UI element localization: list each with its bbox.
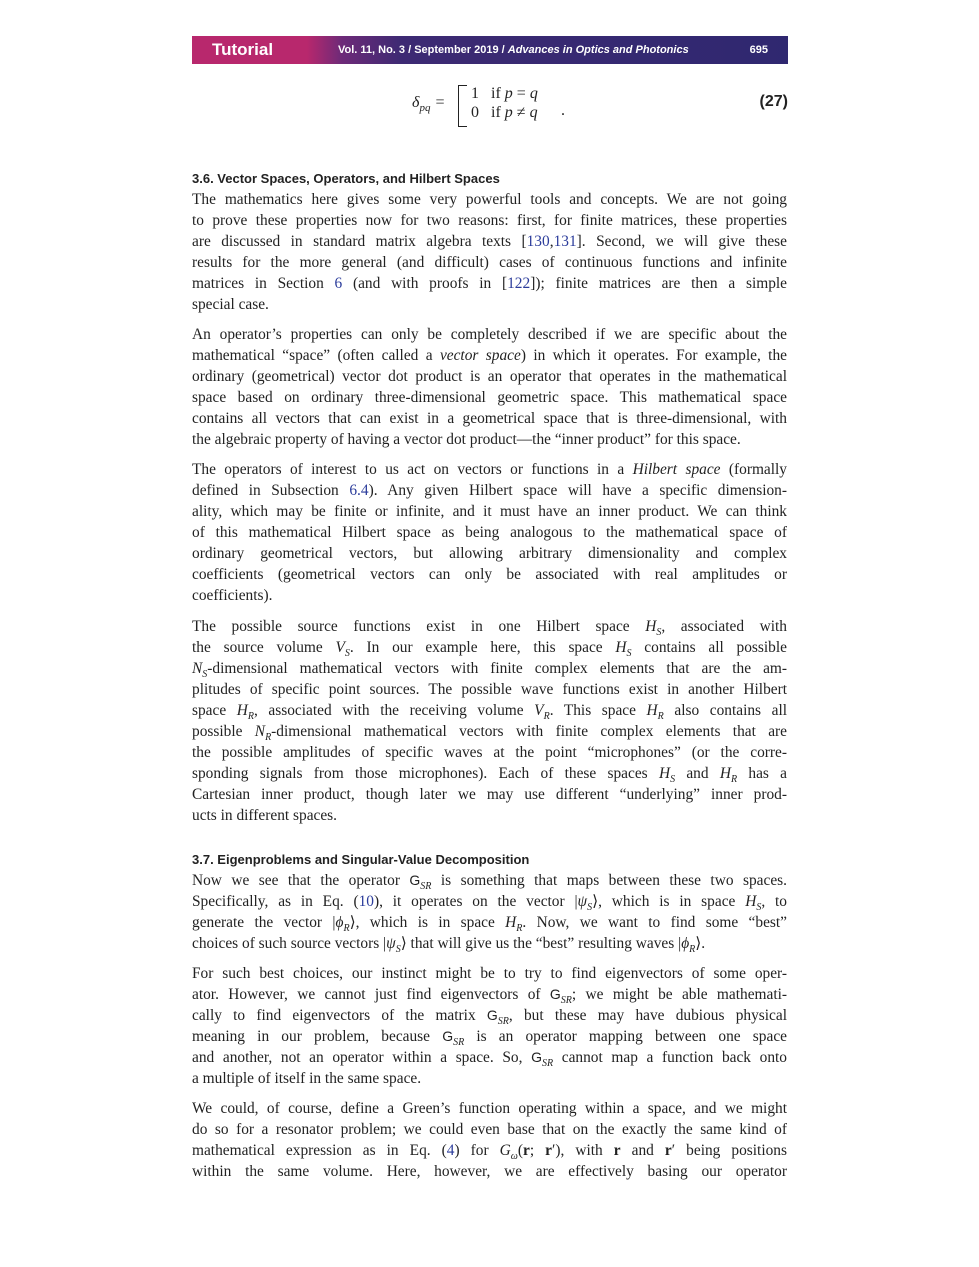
equation-link[interactable]: 10 — [358, 893, 374, 910]
equation-lhs: $\delta_{pq}$ = — [412, 94, 446, 115]
subsection-link[interactable]: 6.4 — [349, 482, 369, 499]
equation-number: (27) — [759, 93, 788, 110]
paragraph: The operators of interest to us act on vectors or functions in a Hilbert space (formally defined in Subsection 6.4). Any given Hilbert space will have a specific dimension- ality, which may be finite or infinite, and it must have an inner product. We can think of this mathematical Hilbert space as being analogous to the mathematical space of ordinary geometrical vectors, but allowing arbitrary dimensionality and complex coefficients (geometrical vectors can only be associated with real amplitudes or coefficients). — [192, 461, 788, 604]
equation-link[interactable]: 4 — [446, 1142, 455, 1159]
page-number: 695 — [749, 44, 768, 56]
paragraph: The mathematics here gives some very powerful tools and concepts. We are not going to prove these properties now for two reasons: first, for finite matrices, these properties are discussed in standard matrix algebra texts [130,131]. Second, we will give these results for the more general (and difficult) cases of continuous functions and infinite matrices in Section 6 (and with proofs in [122]); finite matrices are then a simple special case. — [192, 191, 787, 313]
equation-case-2: 0 if p ≠ q — [471, 104, 538, 121]
article-type-label: Tutorial — [212, 40, 274, 59]
citation-link[interactable]: 122 — [507, 275, 531, 292]
paragraph: An operator’s properties can only be completely described if we are specific about the mathematical “space” (often called a vector space) in which it operates. For example, the ordinary (geometrical) vector dot product is an operator that operates in the mathematical space based on ordinary three-dimensional geometric space. This mathematical space contains all vectors that can exist in a geometrical space that is three-dimensional, with the algebraic property of having a vector dot product—the “inner product” for this space. — [192, 326, 787, 448]
paragraph: For such best choices, our instinct might be to try to find eigenvectors of some oper- ator. However, we cannot just find eigenvectors of $G_{SR}$; we might be able mathemati- cally to find eigenvectors of the matrix $G_{SR}$, but these may have dubious physical meaning in our problem, because $G_{SR}$ is an operator mapping between one space and another, not an operator within a space. So, $G_{SR}$ cannot map a function back onto a multiple of itself in the same space. — [192, 965, 788, 1087]
citation-link[interactable]: 130 — [526, 233, 550, 250]
journal-header — [192, 36, 788, 64]
paragraph: We could, of course, define a Green’s function operating within a space, and we might do so for a resonator problem; we could even base that on the exactly the same kind of mathematical expression as in Eq. (4) for $G_\omega(r$; r′), with r and r′ being positions within the same volume. Here, however, we are effectively basing our operator — [192, 1100, 787, 1180]
journal-volume-info: Vol. 11, No. 3 / September 2019 / — [338, 44, 508, 56]
citation-link[interactable]: 131 — [553, 233, 577, 250]
section-heading-3-6: 3.6. Vector Spaces, Operators, and Hilbert Spaces — [192, 171, 500, 186]
journal-name: Advances in Optics and Photonics — [507, 44, 689, 56]
paragraph: The possible source functions exist in one Hilbert space $H_S$, associated with the source volume $V_S$. In our example here, this space $H_S$ contains all possible $N_S$-dimensional mathematical vectors with finite complex elements that are the am- plitudes of specific point sources. The possible wave functions exist in another Hilbert space $H_R$, associated with the receiving volume $V_R$. This space $H_R$ also contains all possible $N_R$-dimensional mathematical vectors with finite complex elements that are the possible amplitudes of specific waves at the point “microphones” (or the corre- sponding signals from those microphones). Each of these spaces $H_S$ and $H_R$ has a Cartesian inner product, though later we may use different “underlying” inner prod- ucts in different spaces. — [192, 618, 788, 824]
journal-citation — [338, 44, 689, 56]
section-link[interactable]: 6 — [334, 275, 343, 292]
equation-case-1: 1 if p = q — [471, 85, 538, 102]
left-bracket — [458, 85, 467, 127]
section-heading-3-7: 3.7. Eigenproblems and Singular-Value Decomposition — [192, 852, 530, 867]
equation-27: $\delta_{pq}$ = 1 if p = q 0 if p ≠ q . (27) — [192, 80, 788, 130]
paragraph: Now we see that the operator $G_{SR}$ is something that maps between these two spaces. Specifically, as in Eq. (10), it operates on the vector $|\psi_S⟩$, which is in space $H_S$, to generate the vector $|\phi_R⟩$, which is in space $H_R$. Now, we want to find some “best” choices of such source vectors $|\psi_S⟩$ that will give us the “best” resulting waves $|\phi_R⟩$. — [192, 872, 787, 956]
